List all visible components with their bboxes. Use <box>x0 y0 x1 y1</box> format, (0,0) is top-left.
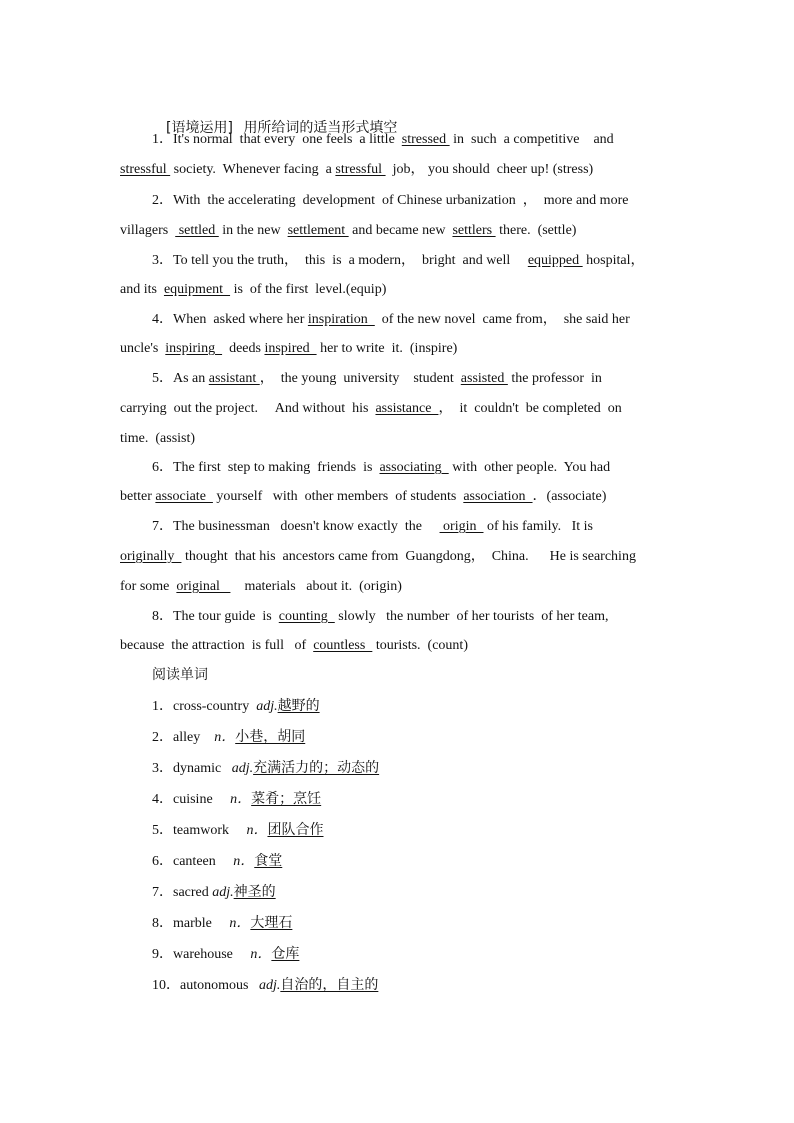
vocab-number: 1． <box>152 699 173 714</box>
answer-blank: origin <box>439 519 484 534</box>
vocab-item <box>152 789 321 809</box>
vocab-item <box>152 882 276 902</box>
answer-blank: counting <box>278 609 335 624</box>
exercise-text: in the new <box>218 223 288 238</box>
exercise-text: in such a competitive and <box>449 132 614 147</box>
exercise-3-line-2 <box>120 280 386 300</box>
exercise-text: is of the first level.(equip) <box>230 282 387 297</box>
vocab-meaning: 越野的 <box>277 698 320 714</box>
vocab-number: 10． <box>152 978 180 993</box>
vocab-part-of-speech: n． <box>230 792 252 807</box>
vocab-part-of-speech: adj. <box>231 761 254 776</box>
vocab-word: cuisine <box>173 792 231 807</box>
vocab-meaning: 充满活力的；动态的 <box>253 760 380 776</box>
exercise-text: because the attraction is full of <box>120 638 314 653</box>
exercise-text: 1．It's normal that every one feels a little <box>152 132 402 147</box>
exercise-text: of his family. It is <box>483 519 594 534</box>
answer-blank: equipment <box>163 282 231 297</box>
vocab-number: 2． <box>152 730 173 745</box>
vocab-number: 6． <box>152 854 173 869</box>
vocab-number: 7． <box>152 885 173 900</box>
exercise-7-line-2 <box>120 547 636 567</box>
vocab-number: 4． <box>152 792 173 807</box>
vocab-item <box>152 944 299 964</box>
section-bracket-label: [语境运用] <box>166 120 233 136</box>
exercise-text: 2．With the accelerating development of Chinese urbanization ， more and more <box>152 193 629 208</box>
answer-blank: assistance <box>375 401 439 416</box>
vocab-item <box>152 975 378 995</box>
exercise-text: materials about it. (origin) <box>230 579 402 594</box>
answer-blank: assisted <box>460 371 508 386</box>
exercise-text: 6．The first step to making friends is <box>152 460 380 475</box>
answer-blank: original <box>176 579 231 594</box>
vocab-word: canteen <box>173 854 234 869</box>
exercise-6-line-1 <box>152 458 610 478</box>
answer-blank: countless <box>313 638 373 653</box>
exercise-5-line-3 <box>120 429 195 449</box>
exercise-text: for some <box>120 579 177 594</box>
exercise-8-line-2 <box>120 636 468 656</box>
exercise-text: ， it couldn't be completed on <box>438 401 622 416</box>
vocab-item <box>152 820 323 840</box>
exercise-text: 5．As an <box>152 371 209 386</box>
exercise-text: better <box>120 489 156 504</box>
exercise-text: yourself with other members of students <box>212 489 464 504</box>
vocab-meaning: 食堂 <box>254 853 283 869</box>
answer-blank: associating <box>379 460 449 475</box>
answer-blank: settlers <box>452 223 496 238</box>
exercise-text: and became new <box>348 223 453 238</box>
exercise-text: hospital， <box>582 253 645 268</box>
exercise-text: ．(associate) <box>532 489 607 504</box>
exercise-text: job， you should cheer up! (stress) <box>385 162 594 177</box>
vocab-part-of-speech: n． <box>250 947 272 962</box>
exercise-4-line-2 <box>120 339 457 359</box>
exercise-text: her to write it. (inspire) <box>316 341 458 356</box>
vocab-heading: 阅读单词 <box>152 667 208 683</box>
answer-blank: associate <box>155 489 213 504</box>
vocab-part-of-speech: adj. <box>212 885 234 900</box>
exercise-1-line-2 <box>120 160 593 180</box>
vocab-item <box>152 758 379 778</box>
exercise-text: uncle's <box>120 341 166 356</box>
exercise-text: there. (settle) <box>495 223 577 238</box>
answer-blank: stressed <box>401 132 450 147</box>
vocab-item <box>152 696 320 716</box>
vocab-part-of-speech: adj. <box>256 699 278 714</box>
exercise-text: carrying out the project. And without his <box>120 401 376 416</box>
answer-blank: inspiring <box>165 341 223 356</box>
vocab-word: sacred <box>173 885 213 900</box>
exercise-text: slowly the number of her tourists of her team, <box>334 609 609 624</box>
vocab-number: 8． <box>152 916 173 931</box>
answer-blank: originally <box>120 549 182 564</box>
exercise-6-line-2 <box>120 487 606 507</box>
vocab-part-of-speech: n． <box>214 730 236 745</box>
vocab-meaning: 自治的，自主的 <box>280 977 379 993</box>
exercise-text: with other people. You had <box>448 460 611 475</box>
vocab-meaning: 仓库 <box>271 946 300 962</box>
exercise-text: villagers <box>120 223 176 238</box>
exercise-7-line-3 <box>120 577 402 597</box>
vocab-word: warehouse <box>173 947 251 962</box>
exercise-text: of the new novel came from， she said her <box>374 312 630 327</box>
vocab-meaning: 大理石 <box>250 915 293 931</box>
vocab-number: 5． <box>152 823 173 838</box>
vocab-word: marble <box>173 916 230 931</box>
vocab-number: 3． <box>152 761 173 776</box>
vocab-word: autonomous <box>180 978 259 993</box>
vocab-item <box>152 727 305 747</box>
exercise-5-line-1 <box>152 369 602 389</box>
vocab-meaning: 小巷，胡同 <box>235 729 306 745</box>
answer-blank: stressful <box>335 162 386 177</box>
exercise-text: ， the young university student <box>259 371 461 386</box>
answer-blank: association <box>463 489 533 504</box>
exercise-text: time. (assist) <box>120 431 196 446</box>
answer-blank: equipped <box>527 253 583 268</box>
exercise-2-line-1 <box>152 191 628 211</box>
exercise-text: deeds <box>222 341 265 356</box>
exercise-8-line-1 <box>152 607 608 627</box>
vocab-word: teamwork <box>173 823 247 838</box>
exercise-text: 7．The businessman doesn't know exactly the <box>152 519 440 534</box>
exercise-text: 8．The tour guide is <box>152 609 279 624</box>
answer-blank: inspired <box>264 341 317 356</box>
vocab-meaning: 菜肴；烹饪 <box>251 791 322 807</box>
answer-blank: assistant <box>208 371 260 386</box>
vocab-part-of-speech: n． <box>229 916 251 931</box>
vocab-word: cross-country <box>173 699 257 714</box>
exercise-text: thought that his ancestors came from Guangdong， China. He is searching <box>181 549 636 564</box>
vocab-word: dynamic <box>173 761 232 776</box>
vocab-item <box>152 851 282 871</box>
exercise-text: 3．To tell you the truth， this is a modern， bright and well <box>152 253 528 268</box>
exercise-1-line-1 <box>152 130 614 150</box>
vocab-number: 9． <box>152 947 173 962</box>
answer-blank: inspiration <box>307 312 375 327</box>
answer-blank: stressful <box>120 162 171 177</box>
exercise-text: 4．When asked where her <box>152 312 308 327</box>
section-instruction: 用所给词的适当形式填空 <box>243 120 398 136</box>
exercise-4-line-1 <box>152 310 630 330</box>
answer-blank: settled <box>175 223 219 238</box>
answer-blank: settlement <box>287 223 349 238</box>
vocab-word: alley <box>173 730 215 745</box>
exercise-text: and its <box>120 282 164 297</box>
exercise-2-line-2 <box>120 221 576 241</box>
exercise-7-line-1 <box>152 517 593 537</box>
vocab-part-of-speech: n． <box>233 854 255 869</box>
exercise-3-line-1 <box>152 251 644 271</box>
vocab-meaning: 团队合作 <box>267 822 324 838</box>
section-heading <box>152 98 398 136</box>
exercise-text: tourists. (count) <box>372 638 468 653</box>
vocab-part-of-speech: n． <box>246 823 268 838</box>
exercise-text: the professor in <box>507 371 602 386</box>
vocab-item <box>152 913 292 933</box>
exercise-text: society. Whenever facing a <box>170 162 336 177</box>
vocab-meaning: 神圣的 <box>233 884 276 900</box>
vocab-part-of-speech: adj. <box>258 978 281 993</box>
exercise-5-line-2 <box>120 399 622 419</box>
